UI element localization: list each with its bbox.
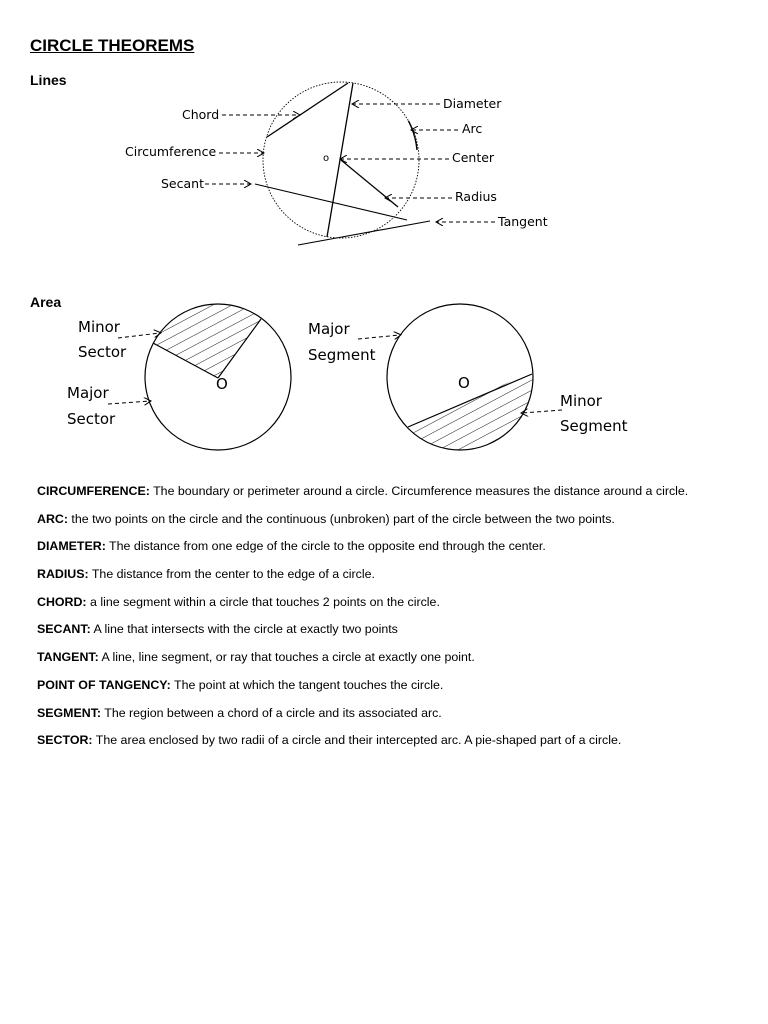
- section-heading-area: Area: [30, 294, 62, 310]
- label-radius: Radius: [455, 189, 497, 204]
- diameter-line: [327, 83, 353, 237]
- major-segment-arrow: [358, 335, 400, 339]
- label-center: Center: [452, 150, 495, 165]
- radius-line: [341, 160, 398, 207]
- definition-circumference: [37, 484, 737, 499]
- definition-term: TANGENT:: [37, 650, 99, 665]
- definition-arc: [37, 512, 737, 527]
- segment-center-mark: O: [458, 374, 470, 392]
- tangent-line: [298, 221, 430, 245]
- definition-text: The area enclosed by two radii of a circle and their intercepted arc. A pie-shaped part of a circle.: [92, 733, 622, 748]
- definition-tangent: [37, 650, 737, 665]
- label-major-segment-line1: Major: [308, 320, 350, 338]
- definition-term: RADIUS:: [37, 567, 89, 582]
- definition-sector: [37, 733, 737, 748]
- definition-point-of-tangency: [37, 678, 737, 693]
- lines-diagram: [110, 70, 570, 260]
- section-heading-lines: Lines: [30, 72, 67, 88]
- major-sector-arrow: [108, 401, 150, 404]
- definition-text: The point at which the tangent touches the circle.: [170, 677, 444, 692]
- definition-diameter: [37, 539, 737, 554]
- label-secant: Secant: [161, 176, 204, 191]
- sector-center-mark: O: [216, 375, 228, 393]
- definition-secant: [37, 622, 737, 637]
- definition-text: The region between a chord of a circle and its associated arc.: [101, 705, 442, 720]
- center-mark: o: [323, 153, 330, 164]
- definition-segment: [37, 706, 737, 721]
- definition-text: The distance from one edge of the circle to the opposite end through the center.: [105, 539, 546, 554]
- definition-term: SECANT:: [37, 622, 91, 637]
- definition-term: ARC:: [37, 511, 68, 526]
- definition-term: SEGMENT:: [37, 705, 102, 720]
- area-diagram: [55, 292, 645, 462]
- definition-radius: [37, 567, 737, 582]
- label-minor-sector-line2: Sector: [78, 343, 127, 361]
- definition-term: SECTOR:: [37, 733, 93, 748]
- definition-term: DIAMETER:: [37, 539, 106, 554]
- definition-chord: [37, 595, 737, 610]
- chord-line: [267, 83, 348, 137]
- arc-segment: [409, 121, 418, 150]
- definition-text: a line segment within a circle that touches 2 points on the circle.: [86, 594, 440, 609]
- label-minor-segment-line1: Minor: [560, 392, 602, 410]
- minor-segment-arrow: [522, 410, 562, 413]
- definition-text: A line that intersects with the circle at exactly two points: [90, 622, 398, 637]
- label-arc: Arc: [462, 121, 483, 136]
- definition-text: The distance from the center to the edge of a circle.: [88, 567, 375, 582]
- page-title: CIRCLE THEOREMS: [30, 36, 195, 55]
- label-minor-sector-line1: Minor: [78, 318, 120, 336]
- label-circumference: Circumference: [125, 144, 217, 159]
- label-major-segment-line2: Segment: [308, 346, 376, 364]
- definition-term: CIRCUMFERENCE:: [37, 484, 150, 498]
- label-major-sector-line1: Major: [67, 384, 109, 402]
- minor-sector-arrow: [118, 333, 160, 338]
- definition-text: A line, line segment, or ray that touches a circle at exactly one point.: [98, 650, 475, 665]
- definition-text: the two points on the circle and the continuous (unbroken) part of the circle between the two points.: [67, 511, 615, 526]
- label-minor-segment-line2: Segment: [560, 417, 628, 435]
- label-tangent: Tangent: [498, 214, 548, 229]
- label-diameter: Diameter: [443, 96, 502, 111]
- label-chord: Chord: [182, 107, 220, 122]
- definition-term: POINT OF TANGENCY:: [37, 677, 171, 692]
- definition-text: The boundary or perimeter around a circle. Circumference measures the distance around a circle.: [149, 484, 689, 498]
- label-major-sector-line2: Sector: [67, 410, 116, 428]
- definition-term: CHORD:: [37, 594, 87, 609]
- definitions-list: [37, 484, 737, 761]
